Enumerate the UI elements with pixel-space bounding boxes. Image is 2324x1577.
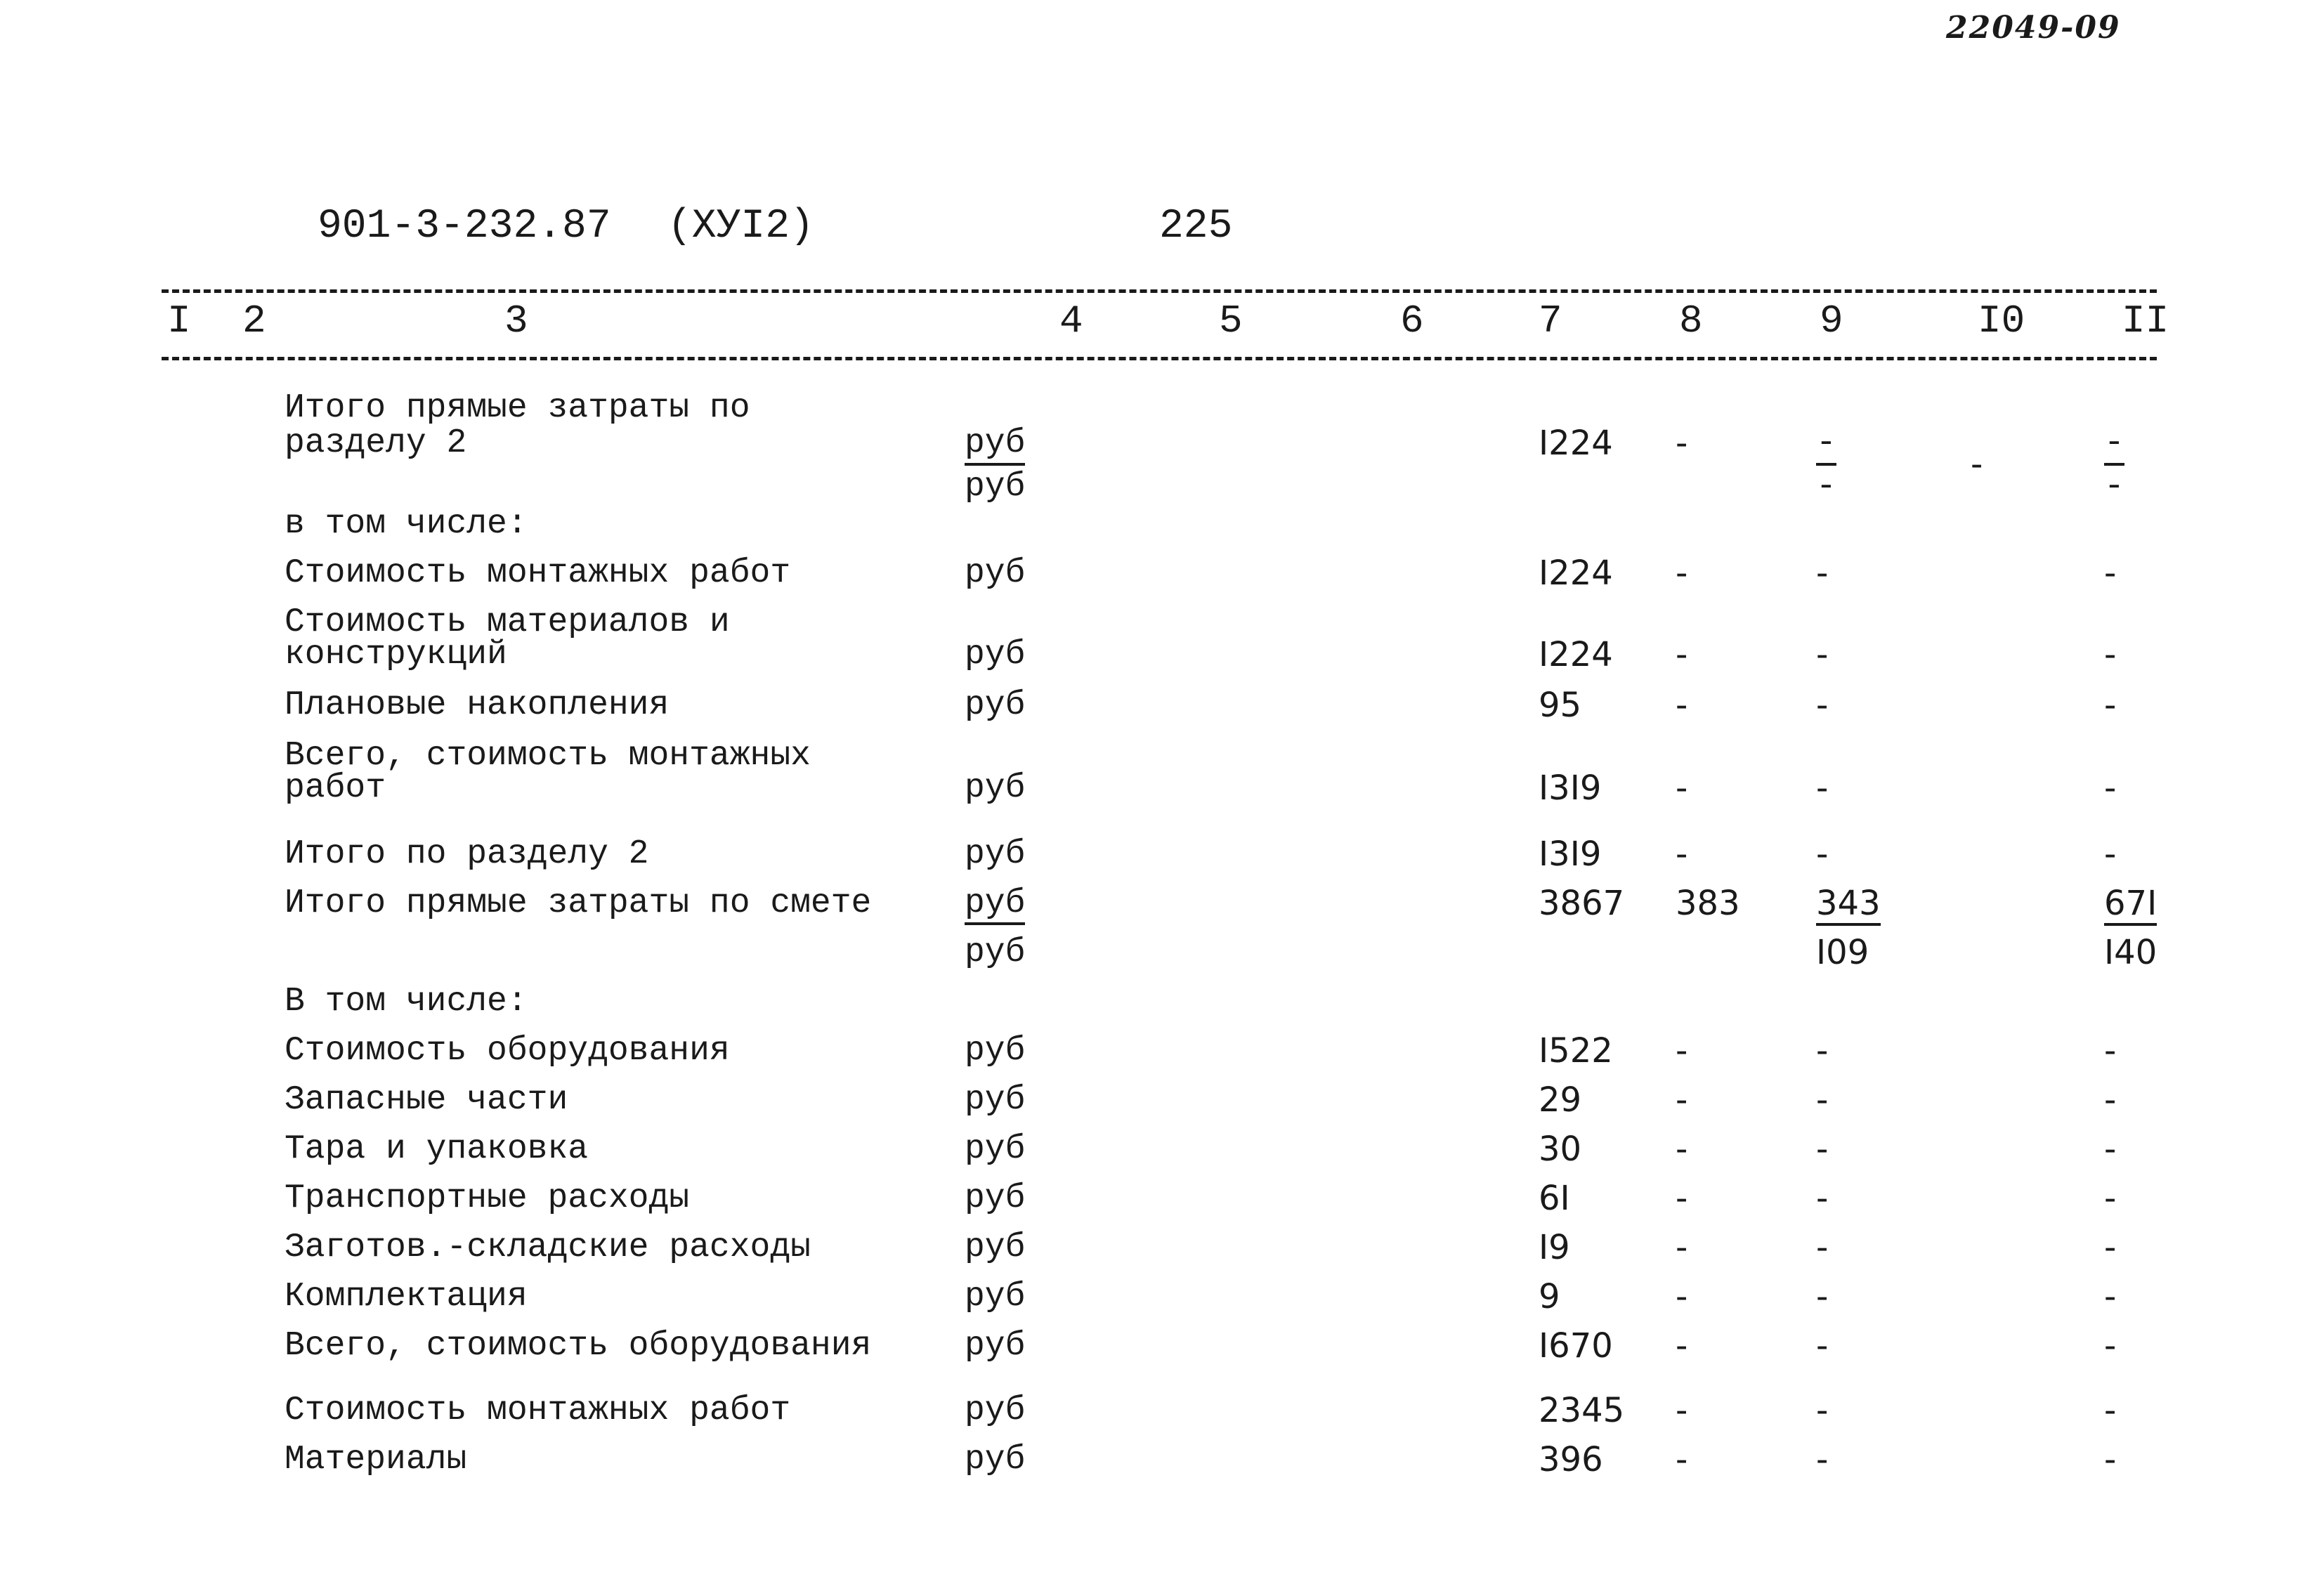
column-number: 4 bbox=[1059, 299, 1083, 343]
value-col8: - bbox=[1676, 835, 1688, 874]
table-row bbox=[0, 1033, 2324, 1082]
value-col8: - bbox=[1676, 1130, 1688, 1169]
table-row bbox=[0, 555, 2324, 604]
value-col11: - bbox=[2104, 635, 2117, 674]
value-col9: - bbox=[1816, 1031, 1829, 1071]
column-number: II bbox=[2122, 299, 2169, 343]
row-name: разделу 2 bbox=[285, 424, 467, 462]
value-col9: 343 bbox=[1816, 885, 1881, 922]
row-name: Тара и упаковка bbox=[285, 1130, 589, 1168]
value-col7: 2345 bbox=[1539, 1391, 1625, 1430]
row-name: Материалы bbox=[285, 1441, 467, 1479]
column-number: 9 bbox=[1820, 299, 1843, 343]
row-name: работ bbox=[285, 769, 386, 807]
table-row bbox=[0, 687, 2324, 736]
value-col11: - bbox=[2104, 686, 2117, 725]
value-col9: - - bbox=[1816, 424, 1836, 506]
unit: руб bbox=[965, 1179, 1026, 1217]
value-col9: - bbox=[1816, 1179, 1829, 1218]
row-name: Всего, стоимость монтажных bbox=[285, 737, 811, 775]
value-col8: - bbox=[1676, 1228, 1688, 1267]
value-col11: - bbox=[2104, 1179, 2117, 1218]
value-col11: - bbox=[2104, 1277, 2117, 1316]
value-col9: - bbox=[1816, 835, 1829, 874]
value-col7: 9 bbox=[1539, 1277, 1560, 1316]
value-col9: - bbox=[1816, 1080, 1829, 1120]
row-name: Комплектация bbox=[285, 1278, 528, 1316]
unit: руб bbox=[965, 686, 1026, 724]
table-top-rule bbox=[162, 289, 2157, 293]
unit: руб bbox=[965, 1441, 1026, 1479]
value-col9: - bbox=[1816, 1391, 1829, 1430]
value-col11: - bbox=[2104, 1130, 2117, 1169]
value-col11: - bbox=[2104, 1440, 2117, 1479]
row-name: конструкций bbox=[285, 636, 507, 674]
value-col7: 3867 bbox=[1539, 884, 1625, 923]
row-name: В том числе: bbox=[285, 983, 528, 1021]
value-col7: 95 bbox=[1539, 686, 1582, 725]
sheet-code: (XУI2) bbox=[667, 204, 814, 249]
table-row bbox=[0, 1392, 2324, 1441]
value-col7: I224 bbox=[1539, 424, 1613, 463]
table-row bbox=[0, 884, 2324, 972]
row-name: Стоимость монтажных работ bbox=[285, 554, 791, 592]
value-col7: 6I bbox=[1539, 1179, 1570, 1218]
value-col8: - bbox=[1676, 1031, 1688, 1071]
value-col9: - bbox=[1816, 1228, 1829, 1267]
value-col9: - bbox=[1816, 1130, 1829, 1169]
column-number: 7 bbox=[1539, 299, 1562, 343]
value-col11: - bbox=[2104, 1391, 2117, 1430]
value-col8: - bbox=[1676, 424, 1688, 463]
unit-fraction bbox=[965, 425, 1025, 505]
value-col8: - bbox=[1676, 1326, 1688, 1366]
column-number: I0 bbox=[1978, 299, 2025, 343]
unit: руб bbox=[965, 468, 1026, 506]
value-col8: - bbox=[1676, 768, 1688, 808]
page-number: 225 bbox=[1159, 204, 1233, 249]
value-col9: - bbox=[1816, 1440, 1829, 1479]
row-name: в том числе: bbox=[285, 505, 528, 543]
value-col8: - bbox=[1676, 635, 1688, 674]
value-col7: 29 bbox=[1539, 1080, 1582, 1120]
table-row bbox=[0, 737, 2324, 808]
row-name: Транспортные расходы bbox=[285, 1179, 690, 1217]
table-row bbox=[0, 506, 2324, 555]
value-col7: I224 bbox=[1539, 635, 1613, 674]
value-col7: I9 bbox=[1539, 1228, 1570, 1267]
column-number: 6 bbox=[1400, 299, 1424, 343]
value-col11: - bbox=[2104, 1228, 2117, 1267]
value-col7: 396 bbox=[1539, 1440, 1603, 1479]
value-col9: - bbox=[1816, 635, 1829, 674]
column-number: 8 bbox=[1679, 299, 1703, 343]
unit: руб bbox=[965, 835, 1026, 873]
table-row bbox=[0, 389, 2324, 506]
value-col10: - bbox=[1971, 445, 1983, 484]
value-col9: I09 bbox=[1816, 933, 1869, 972]
table-row bbox=[0, 1082, 2324, 1131]
unit: руб bbox=[965, 425, 1025, 466]
row-name: Запасные части bbox=[285, 1081, 568, 1119]
value-col8: - bbox=[1676, 1440, 1688, 1479]
value-col7: I522 bbox=[1539, 1031, 1613, 1071]
value-col11: - bbox=[2104, 768, 2117, 808]
value-col8: - bbox=[1676, 1179, 1688, 1218]
table-row bbox=[0, 1441, 2324, 1491]
column-number: 2 bbox=[242, 299, 266, 343]
unit: руб bbox=[965, 1392, 1026, 1429]
value-col7: 30 bbox=[1539, 1130, 1582, 1169]
row-name: Итого прямые затраты по bbox=[285, 389, 750, 427]
value-col11: - bbox=[2104, 1031, 2117, 1071]
value-col11: - bbox=[2104, 1080, 2117, 1120]
value-col8: 383 bbox=[1676, 884, 1740, 923]
value-col9: - bbox=[1816, 1326, 1829, 1366]
value-col8: - bbox=[1676, 686, 1688, 725]
value-col9: - bbox=[1816, 768, 1829, 808]
table-row bbox=[0, 1328, 2324, 1377]
table-row bbox=[0, 1229, 2324, 1278]
unit: руб bbox=[965, 885, 1025, 922]
value-col7: I224 bbox=[1539, 554, 1613, 593]
column-number: 5 bbox=[1219, 299, 1243, 343]
value-col9: - bbox=[1816, 1277, 1829, 1316]
value-col8: - bbox=[1676, 1080, 1688, 1120]
table-header-rule bbox=[162, 357, 2157, 360]
value-col11: - - bbox=[2104, 424, 2124, 506]
table-row bbox=[0, 1180, 2324, 1229]
table-row bbox=[0, 1278, 2324, 1328]
unit: руб bbox=[965, 636, 1026, 674]
row-name: Всего, стоимость оборудования bbox=[285, 1327, 872, 1365]
unit: руб bbox=[965, 1130, 1026, 1168]
table-row bbox=[0, 1131, 2324, 1180]
table-row bbox=[0, 603, 2324, 674]
row-name: Итого прямые затраты по смете bbox=[285, 884, 872, 922]
unit: руб bbox=[965, 1229, 1026, 1267]
unit: руб bbox=[965, 1327, 1026, 1365]
unit: руб bbox=[965, 934, 1026, 971]
document-code-stamp: 22049-09 bbox=[1946, 10, 2121, 46]
table-row bbox=[0, 836, 2324, 885]
row-name: Стоимость монтажных работ bbox=[285, 1392, 791, 1429]
column-number: 3 bbox=[504, 299, 528, 343]
value-col8: - bbox=[1676, 554, 1688, 593]
value-col11: 67I bbox=[2104, 885, 2157, 922]
unit: руб bbox=[965, 1032, 1026, 1070]
project-code: 901-3-232.87 bbox=[318, 204, 611, 249]
row-name: Итого по разделу 2 bbox=[285, 835, 649, 873]
column-number: I bbox=[167, 299, 191, 343]
value-col11: I40 bbox=[2104, 933, 2157, 972]
value-col8: - bbox=[1676, 1277, 1688, 1316]
value-col11: - bbox=[2104, 835, 2117, 874]
value-col8: - bbox=[1676, 1391, 1688, 1430]
value-col9: - bbox=[1816, 554, 1829, 593]
value-col7: I3I9 bbox=[1539, 768, 1602, 808]
value-col7: I3I9 bbox=[1539, 835, 1602, 874]
unit: руб bbox=[965, 769, 1026, 807]
value-col9: - bbox=[1816, 686, 1829, 725]
row-name: Плановые накопления bbox=[285, 686, 670, 724]
unit: руб bbox=[965, 1081, 1026, 1119]
unit: руб bbox=[965, 554, 1026, 592]
unit: руб bbox=[965, 1278, 1026, 1316]
row-name: Стоимость оборудования bbox=[285, 1032, 730, 1070]
table-row bbox=[0, 983, 2324, 1033]
row-name: Заготов.-складские расходы bbox=[285, 1229, 811, 1267]
value-col7: I670 bbox=[1539, 1326, 1613, 1366]
value-col11: - bbox=[2104, 1326, 2117, 1366]
row-name: Стоимость материалов и bbox=[285, 603, 730, 641]
value-col11: - bbox=[2104, 554, 2117, 593]
